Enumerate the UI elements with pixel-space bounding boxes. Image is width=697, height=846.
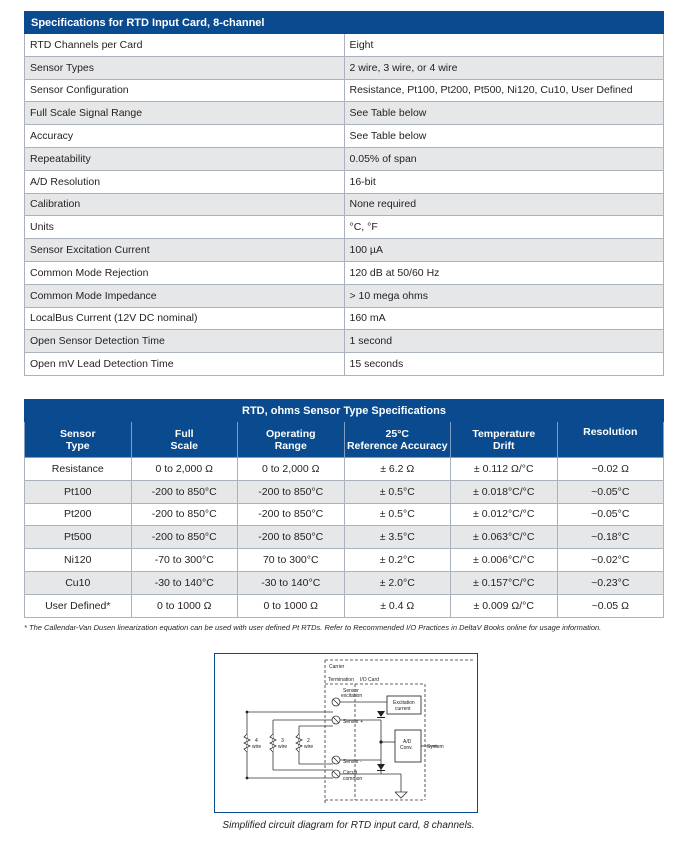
rtd-cell: ± 0.018°C/°C <box>451 480 558 503</box>
rtd-cell: -200 to 850°C <box>131 503 238 526</box>
rtd-cell: ~0.18°C <box>557 526 664 549</box>
rtd-cell: ± 0.5°C <box>344 503 451 526</box>
wire2-label: 2 <box>307 738 310 744</box>
spec-value: Eight <box>344 34 664 57</box>
spec-value: See Table below <box>344 125 664 148</box>
rtd-cell: -30 to 140°C <box>131 571 238 594</box>
spec-label: Calibration <box>25 193 345 216</box>
spec-value: 0.05% of span <box>344 147 664 170</box>
spec-table <box>24 11 664 376</box>
spec-value: °C, °F <box>344 216 664 239</box>
spec-table-title: Specifications for RTD Input Card, 8-channel <box>25 12 664 34</box>
spec-row <box>25 193 664 216</box>
rtd-table-header-row <box>25 422 664 458</box>
rtd-row <box>25 503 664 526</box>
rtd-cell: -200 to 850°C <box>238 503 345 526</box>
rtd-cell: ± 0.063°C/°C <box>451 526 558 549</box>
spec-row <box>25 125 664 148</box>
rtd-cell: ± 6.2 Ω <box>344 458 451 481</box>
rtd-row <box>25 526 664 549</box>
spec-row <box>25 170 664 193</box>
rtd-cell: -200 to 850°C <box>131 480 238 503</box>
rtd-cell: ~0.02°C <box>557 549 664 572</box>
spec-label: Common Mode Rejection <box>25 261 345 284</box>
rtd-row <box>25 480 664 503</box>
rtd-row <box>25 594 664 617</box>
spec-row <box>25 261 664 284</box>
rtd-2wire-resistor-icon <box>296 734 302 752</box>
excitation-current-label: Excitation <box>393 700 415 706</box>
spec-value: 120 dB at 50/60 Hz <box>344 261 664 284</box>
rtd-cell: User Defined* <box>25 594 132 617</box>
rtd-table-body <box>25 458 664 618</box>
sensor-excitation-label: Sensor <box>343 688 359 694</box>
rtd-cell: ~0.23°C <box>557 571 664 594</box>
svg-text:current: current <box>395 706 411 712</box>
circuit-common-label: Circuit <box>343 770 358 776</box>
rtd-cell: ± 0.157°C/°C <box>451 571 558 594</box>
spec-row <box>25 330 664 353</box>
system-label: System <box>427 744 444 750</box>
rtd-cell: ~0.02 Ω <box>557 458 664 481</box>
spec-value: 100 µA <box>344 239 664 262</box>
svg-text:wire: wire <box>252 744 262 750</box>
rtd-column-header: Sensor Type <box>25 422 132 458</box>
circuit-diagram-svg <box>215 654 477 812</box>
rtd-row <box>25 549 664 572</box>
rtd-row <box>25 571 664 594</box>
carrier-label: Carrier <box>329 664 345 670</box>
rtd-cell: Cu10 <box>25 571 132 594</box>
rtd-cell: 0 to 1000 Ω <box>238 594 345 617</box>
spec-label: Sensor Configuration <box>25 79 345 102</box>
rtd-column-header: 25°C Reference Accuracy <box>344 422 451 458</box>
rtd-cell: ± 0.5°C <box>344 480 451 503</box>
spec-row <box>25 34 664 57</box>
spec-row <box>25 79 664 102</box>
spec-value: 16-bit <box>344 170 664 193</box>
sensor-plus-label: Sensor + <box>343 719 364 725</box>
rtd-cell: -70 to 300°C <box>131 549 238 572</box>
spec-value: See Table below <box>344 102 664 125</box>
rtd-cell: ± 0.4 Ω <box>344 594 451 617</box>
wire3-label: 3 <box>281 738 284 744</box>
svg-text:wire: wire <box>278 744 288 750</box>
rtd-cell: -30 to 140°C <box>238 571 345 594</box>
ad-conv-label: A/D <box>403 739 412 745</box>
spec-label: Sensor Types <box>25 56 345 79</box>
rtd-cell: 70 to 300°C <box>238 549 345 572</box>
spec-value: Resistance, Pt100, Pt200, Pt500, Ni120, Cu10, User Defined <box>344 79 664 102</box>
rtd-cell: 0 to 2,000 Ω <box>131 458 238 481</box>
svg-text:Conv.: Conv. <box>400 745 413 751</box>
rtd-cell: 0 to 2,000 Ω <box>238 458 345 481</box>
spec-row <box>25 147 664 170</box>
rtd-column-header: Operating Range <box>238 422 345 458</box>
rtd-table-title: RTD, ohms Sensor Type Specifications <box>25 400 664 422</box>
termination-label: Termination <box>328 677 354 683</box>
spec-label: Open mV Lead Detection Time <box>25 353 345 376</box>
rtd-cell: 0 to 1000 Ω <box>131 594 238 617</box>
rtd-cell: Pt500 <box>25 526 132 549</box>
spec-row <box>25 102 664 125</box>
rtd-cell: Ni120 <box>25 549 132 572</box>
spec-value: 15 seconds <box>344 353 664 376</box>
spec-row <box>25 284 664 307</box>
spec-row <box>25 216 664 239</box>
spec-row <box>25 307 664 330</box>
spec-value: None required <box>344 193 664 216</box>
rtd-cell: Pt200 <box>25 503 132 526</box>
rtd-column-header: Resolution <box>557 422 664 458</box>
rtd-spec-table <box>24 399 664 618</box>
rtd-cell: ± 0.009 Ω/°C <box>451 594 558 617</box>
spec-label: Repeatability <box>25 147 345 170</box>
spec-label: Open Sensor Detection Time <box>25 330 345 353</box>
rtd-column-header: Full Scale <box>131 422 238 458</box>
rtd-cell: ± 0.006°C/°C <box>451 549 558 572</box>
circuit-diagram <box>214 653 478 813</box>
spec-value: > 10 mega ohms <box>344 284 664 307</box>
ground-icon <box>395 792 407 798</box>
rtd-cell: ~0.05 Ω <box>557 594 664 617</box>
rtd-cell: ~0.05°C <box>557 480 664 503</box>
sensor-minus-label: Sensor - <box>343 759 362 765</box>
rtd-cell: -200 to 850°C <box>131 526 238 549</box>
spec-row <box>25 353 664 376</box>
spec-row <box>25 239 664 262</box>
spec-row <box>25 56 664 79</box>
rtd-4wire-resistor-icon <box>244 734 250 752</box>
wire4-label: 4 <box>255 738 258 744</box>
rtd-3wire-resistor-icon <box>270 734 276 752</box>
diode-icon <box>377 711 385 717</box>
svg-text:common: common <box>343 776 363 782</box>
diode-icon <box>377 764 385 770</box>
spec-label: Full Scale Signal Range <box>25 102 345 125</box>
spec-label: LocalBus Current (12V DC nominal) <box>25 307 345 330</box>
io-card-label: I/O Card <box>360 677 379 683</box>
svg-text:wire: wire <box>304 744 314 750</box>
diagram-caption: Simplified circuit diagram for RTD input card, 8 channels. <box>222 820 475 831</box>
spec-label: RTD Channels per Card <box>25 34 345 57</box>
rtd-cell: Pt100 <box>25 480 132 503</box>
spec-value: 160 mA <box>344 307 664 330</box>
rtd-cell: -200 to 850°C <box>238 480 345 503</box>
rtd-cell: ± 3.5°C <box>344 526 451 549</box>
rtd-cell: -200 to 850°C <box>238 526 345 549</box>
rtd-cell: Resistance <box>25 458 132 481</box>
spec-value: 2 wire, 3 wire, or 4 wire <box>344 56 664 79</box>
rtd-cell: ± 0.012°C/°C <box>451 503 558 526</box>
rtd-row <box>25 458 664 481</box>
footnote: * The Callendar-Van Dusen linearization equation can be used with user defined Pt RTDs. Refer to Recommended I/O Practices in DeltaV Books online for usage information. <box>24 623 602 632</box>
spec-label: Sensor Excitation Current <box>25 239 345 262</box>
rtd-column-header: Temperature Drift <box>451 422 558 458</box>
spec-value: 1 second <box>344 330 664 353</box>
spec-label: Common Mode Impedance <box>25 284 345 307</box>
spec-label: Units <box>25 216 345 239</box>
rtd-cell: ± 0.112 Ω/°C <box>451 458 558 481</box>
spec-label: A/D Resolution <box>25 170 345 193</box>
rtd-cell: ± 2.0°C <box>344 571 451 594</box>
svg-text:excitation: excitation <box>341 693 363 699</box>
rtd-cell: ~0.05°C <box>557 503 664 526</box>
spec-label: Accuracy <box>25 125 345 148</box>
rtd-cell: ± 0.2°C <box>344 549 451 572</box>
spec-table-body <box>25 34 664 376</box>
